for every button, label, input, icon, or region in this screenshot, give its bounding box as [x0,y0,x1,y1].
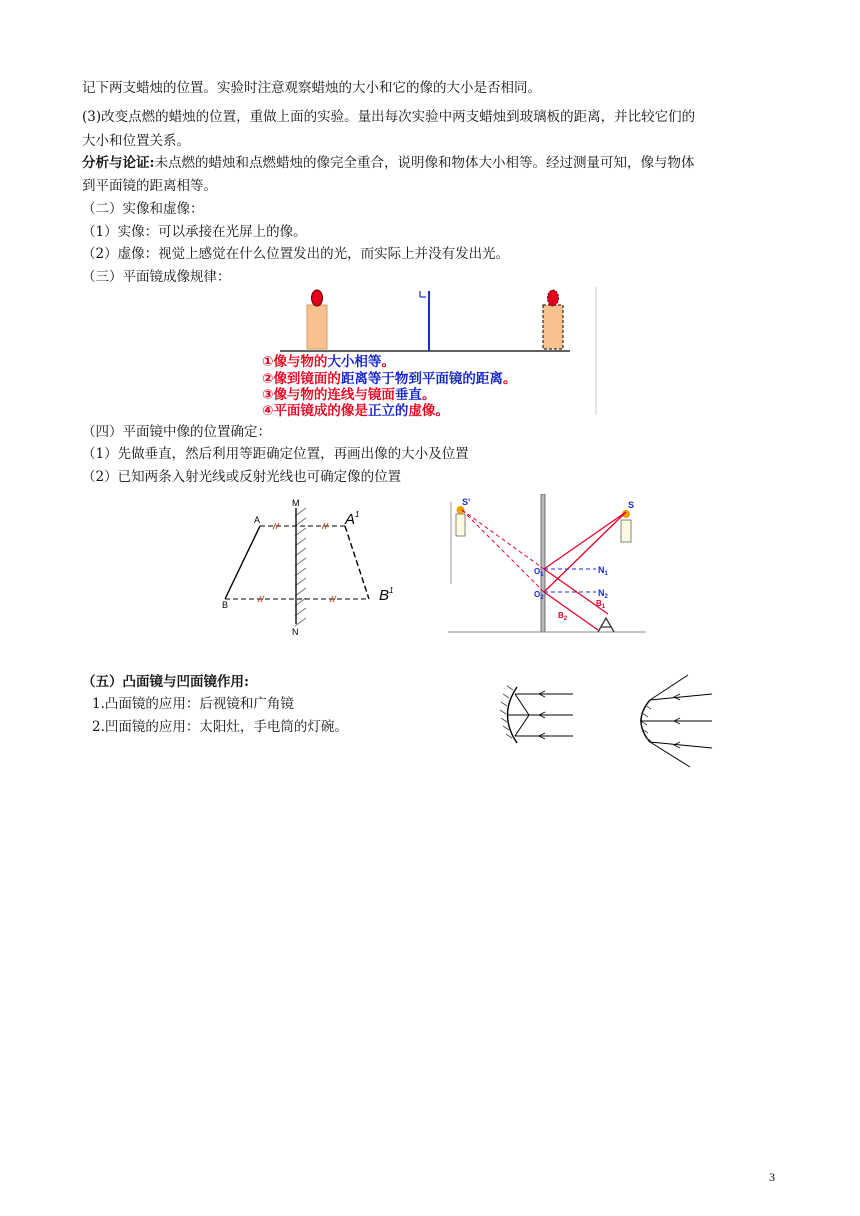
label-s: S [628,500,635,510]
label-n2: $N_2$ [598,588,608,600]
ab-image-svg [218,496,408,640]
paragraph-2: (3)改变点燃的蜡烛的位置，重做上面的实验。量出每次实验中两支蜡烛到玻璃板的距离，并比较它们的 [82,109,696,125]
candle-ray-figure [448,494,646,636]
rule-4: ④平面镜成的像是正立的虚像。 [262,403,449,417]
object-ab-line [225,526,260,599]
virtual-candle-icon [456,514,465,536]
label-b: B [222,600,229,610]
label-a1: $A^1$ [345,510,360,528]
mirror-glass [541,494,545,632]
analysis-text: 未点燃的蜡烛和点燃蜡烛的像完全重合，说明像和物体大小相等。经过测量可知，像与物体 [154,155,695,171]
section-4-item-1: （1）先做垂直，然后利用等距确定位置，再画出像的大小及位置 [82,446,469,462]
section-5-item-2: 2.凹面镜的应用：太阳灶，手电筒的灯碗。 [92,719,348,735]
page-number: 3 [769,1170,775,1184]
rule-3: ③像与物的连线与镜面垂直。 [262,387,436,403]
label-n: N [292,627,299,637]
convex-mirror-svg [495,682,577,748]
label-b2: $B_2$ [558,611,568,622]
reflected-ray-2 [544,592,598,630]
section-2-item-1: （1）实像：可以承接在光屏上的像。 [82,224,307,240]
paragraph-5: 到平面镜的距离相等。 [82,178,217,194]
concave-ray-in-1 [650,694,712,700]
convex-ray-out-1 [515,694,529,715]
rule-1: ①像与物的大小相等。 [262,354,395,370]
virtual-candle-icon [543,305,563,349]
convex-ray-out-2 [515,715,529,736]
virtual-extension-1 [462,510,544,569]
real-candle-icon [621,520,631,542]
analysis-label: 分析与论证: [82,155,155,171]
candle-ray-svg [448,494,646,636]
plane-mirror-rules-svg [260,283,600,417]
paragraph-4 [82,153,694,173]
virtual-extension-2 [462,510,544,592]
label-s-prime: S' [462,497,471,507]
label-m: M [292,498,300,508]
label-o1: $O_1$ [534,567,544,578]
paragraph-1: 记下两支蜡烛的位置。实验时注意观察蜡烛的大小和它的像的大小是否相同。 [82,80,541,96]
concave-ray-out-1 [650,675,688,700]
label-a: A [254,515,261,525]
rule-2: ②像到镜面的距离等于物到平面镜的距离。 [262,371,517,387]
section-4-heading: （四）平面镜中像的位置确定： [82,424,271,440]
convex-mirror-figure [495,682,577,748]
paragraph-3: 大小和位置关系。 [82,133,190,149]
eye-icon [598,618,614,632]
label-b1: $B^1$ [379,586,394,604]
real-candle-icon [307,305,327,349]
section-3-heading: （三）平面镜成像规律： [82,269,231,285]
real-flame-icon [312,290,323,306]
virtual-flame-icon [457,506,465,514]
plane-mirror-rules-figure [260,283,600,417]
concave-mirror-figure [628,672,716,770]
ab-image-figure [218,496,408,640]
section-4-item-2: （2）已知两条入射光线或反射光线也可确定像的位置 [82,469,402,485]
incident-ray-2 [544,512,626,592]
label-b1: $B_1$ [596,599,606,610]
virtual-flame-icon [548,290,559,306]
section-5-heading: （五）凸面镜与凹面镜作用: [82,674,249,690]
concave-ray-in-3 [650,742,712,748]
section-2-heading: （二）实像和虚像： [82,201,204,217]
concave-mirror-svg [628,672,716,770]
incident-ray-1 [544,512,626,569]
label-o2: $O_2$ [534,590,544,601]
label-n1: $N_1$ [598,565,608,577]
section-5-item-1: 1.凸面镜的应用：后视镜和广角镜 [92,696,294,712]
section-2-item-2: （2）虚像：视觉上感觉在什么位置发出的光，而实际上并没有发出光。 [82,246,510,262]
image-a1b1-line [345,526,369,599]
